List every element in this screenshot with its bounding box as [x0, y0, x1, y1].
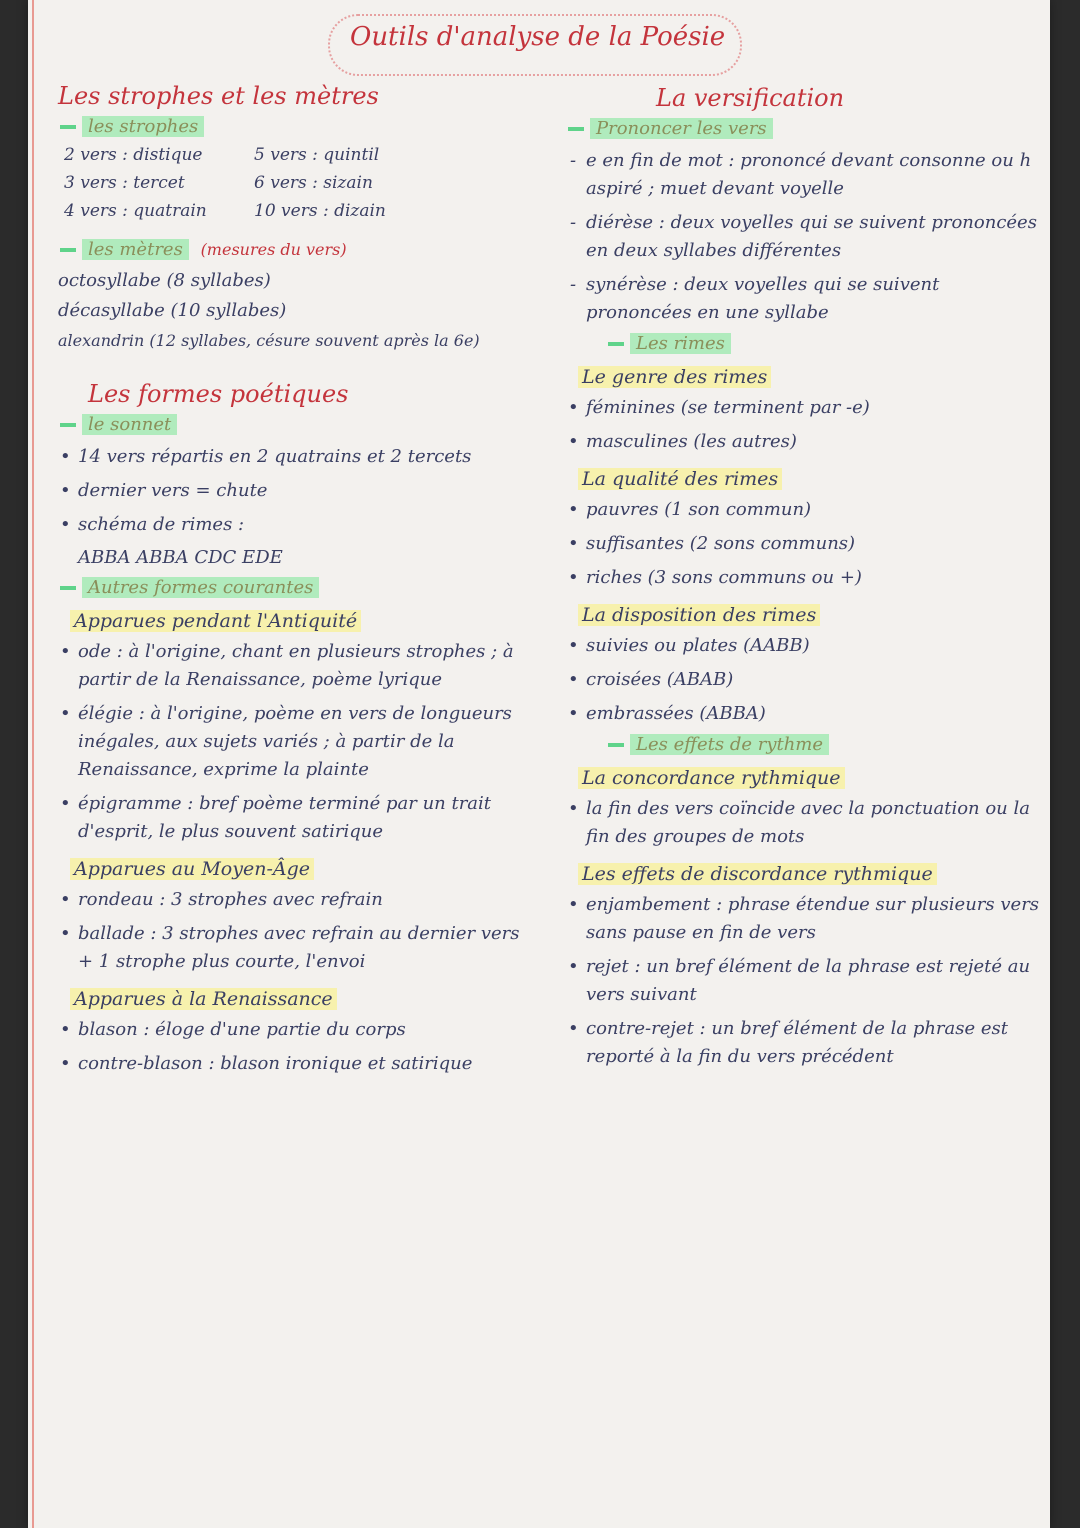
subheading-effets-rythme: Les effets de rythme	[606, 734, 1046, 755]
sonnet-item: • dernier vers = chute	[58, 477, 528, 505]
heading-genre-rimes: Le genre des rimes	[578, 366, 1046, 388]
right-column	[566, 80, 1046, 1077]
strophes-table	[58, 145, 528, 221]
heading-moyen-age: Apparues au Moyen-Âge	[70, 858, 528, 880]
heading-renaissance: Apparues à la Renaissance	[70, 988, 528, 1010]
form-item: • contre-blason : blason ironique et satirique	[58, 1050, 528, 1078]
subheading-autres-formes: Autres formes courantes	[58, 577, 528, 598]
sonnet-item: • 14 vers répartis en 2 quatrains et 2 tercets	[58, 443, 528, 471]
rime-item: • riches (3 sons communs ou +)	[566, 564, 1046, 592]
strophe-item: 3 vers : tercet	[64, 173, 185, 193]
rythme-item: • rejet : un bref élément de la phrase est rejeté au vers suivant	[566, 953, 1046, 1009]
section-heading-versification: La versification	[656, 84, 845, 112]
rime-item: • croisées (ABAB)	[566, 666, 1046, 694]
subheading-sonnet: le sonnet	[58, 414, 528, 435]
sonnet-item: • schéma de rimes :	[58, 511, 528, 539]
rime-item: • suivies ou plates (AABB)	[566, 632, 1046, 660]
heading-antiquite: Apparues pendant l'Antiquité	[70, 610, 528, 632]
heading-concordance: La concordance rythmique	[578, 767, 1046, 789]
dash-marker	[60, 586, 76, 590]
subheading-metres: les mètres (mesures du vers)	[58, 239, 528, 260]
sonnet-scheme: ABBA ABBA CDC EDE	[78, 547, 283, 568]
notebook-page	[28, 0, 1050, 1528]
dash-marker	[60, 125, 76, 129]
metre-item: décasyllabe (10 syllabes)	[58, 300, 287, 321]
rythme-item: • enjambement : phrase étendue sur plusieurs vers sans pause en fin de vers	[566, 891, 1046, 947]
form-item: • blason : éloge d'une partie du corps	[58, 1016, 528, 1044]
strophe-item: 6 vers : sizain	[254, 173, 373, 193]
heading-discordance: Les effets de discordance rythmique	[578, 863, 1046, 885]
rime-item: • embrassées (ABBA)	[566, 700, 1046, 728]
section-heading-strophes-metres: Les strophes et les mètres	[58, 82, 379, 110]
margin-line	[32, 0, 34, 1528]
subheading-strophes: les strophes	[58, 116, 528, 137]
heading-qualite-rimes: La qualité des rimes	[578, 468, 1046, 490]
form-item: • ballade : 3 strophes avec refrain au dernier vers + 1 strophe plus courte, l'envoi	[58, 920, 528, 976]
dash-marker	[568, 127, 584, 131]
subheading-prononcer: Prononcer les vers	[566, 118, 1046, 139]
dash-marker	[60, 248, 76, 252]
left-column	[58, 78, 528, 1084]
rime-item: • féminines (se terminent par -e)	[566, 394, 1046, 422]
metre-item: alexandrin (12 syllabes, césure souvent après la 6e)	[58, 331, 480, 350]
form-item: • épigramme : bref poème terminé par un trait d'esprit, le plus souvent satirique	[58, 790, 528, 846]
heading-disposition-rimes: La disposition des rimes	[578, 604, 1046, 626]
strophe-item: 4 vers : quatrain	[64, 201, 207, 221]
form-item: • ode : à l'origine, chant en plusieurs strophes ; à partir de la Renaissance, poème lyrique	[58, 638, 528, 694]
strophe-item: 10 vers : dizain	[254, 201, 386, 221]
section-heading-formes: Les formes poétiques	[88, 380, 349, 408]
prononcer-item: - diérèse : deux voyelles qui se suivent prononcées en deux syllabes différentes	[566, 209, 1046, 265]
form-item: • élégie : à l'origine, poème en vers de longueurs inégales, aux sujets variés ; à partir de la Renaissance, exprime la plainte	[58, 700, 528, 784]
strophe-item: 2 vers : distique	[64, 145, 203, 165]
form-item: • rondeau : 3 strophes avec refrain	[58, 886, 528, 914]
metre-item: octosyllabe (8 syllabes)	[58, 270, 271, 291]
rythme-item: • la fin des vers coïncide avec la ponctuation ou la fin des groupes de mots	[566, 795, 1046, 851]
dash-marker	[608, 743, 624, 747]
dash-marker	[608, 342, 624, 346]
rime-item: • pauvres (1 son commun)	[566, 496, 1046, 524]
prononcer-item: - e en fin de mot : prononcé devant consonne ou h aspiré ; muet devant voyelle	[566, 147, 1046, 203]
strophe-item: 5 vers : quintil	[254, 145, 380, 165]
rythme-item: • contre-rejet : un bref élément de la phrase est reporté à la fin du vers précédent	[566, 1015, 1046, 1071]
page-title: Outils d'analyse de la Poésie	[350, 22, 726, 52]
subheading-rimes: Les rimes	[606, 333, 1046, 354]
rime-item: • suffisantes (2 sons communs)	[566, 530, 1046, 558]
dash-marker	[60, 423, 76, 427]
prononcer-item: - synérèse : deux voyelles qui se suivent prononcées en une syllabe	[566, 271, 1046, 327]
rime-item: • masculines (les autres)	[566, 428, 1046, 456]
